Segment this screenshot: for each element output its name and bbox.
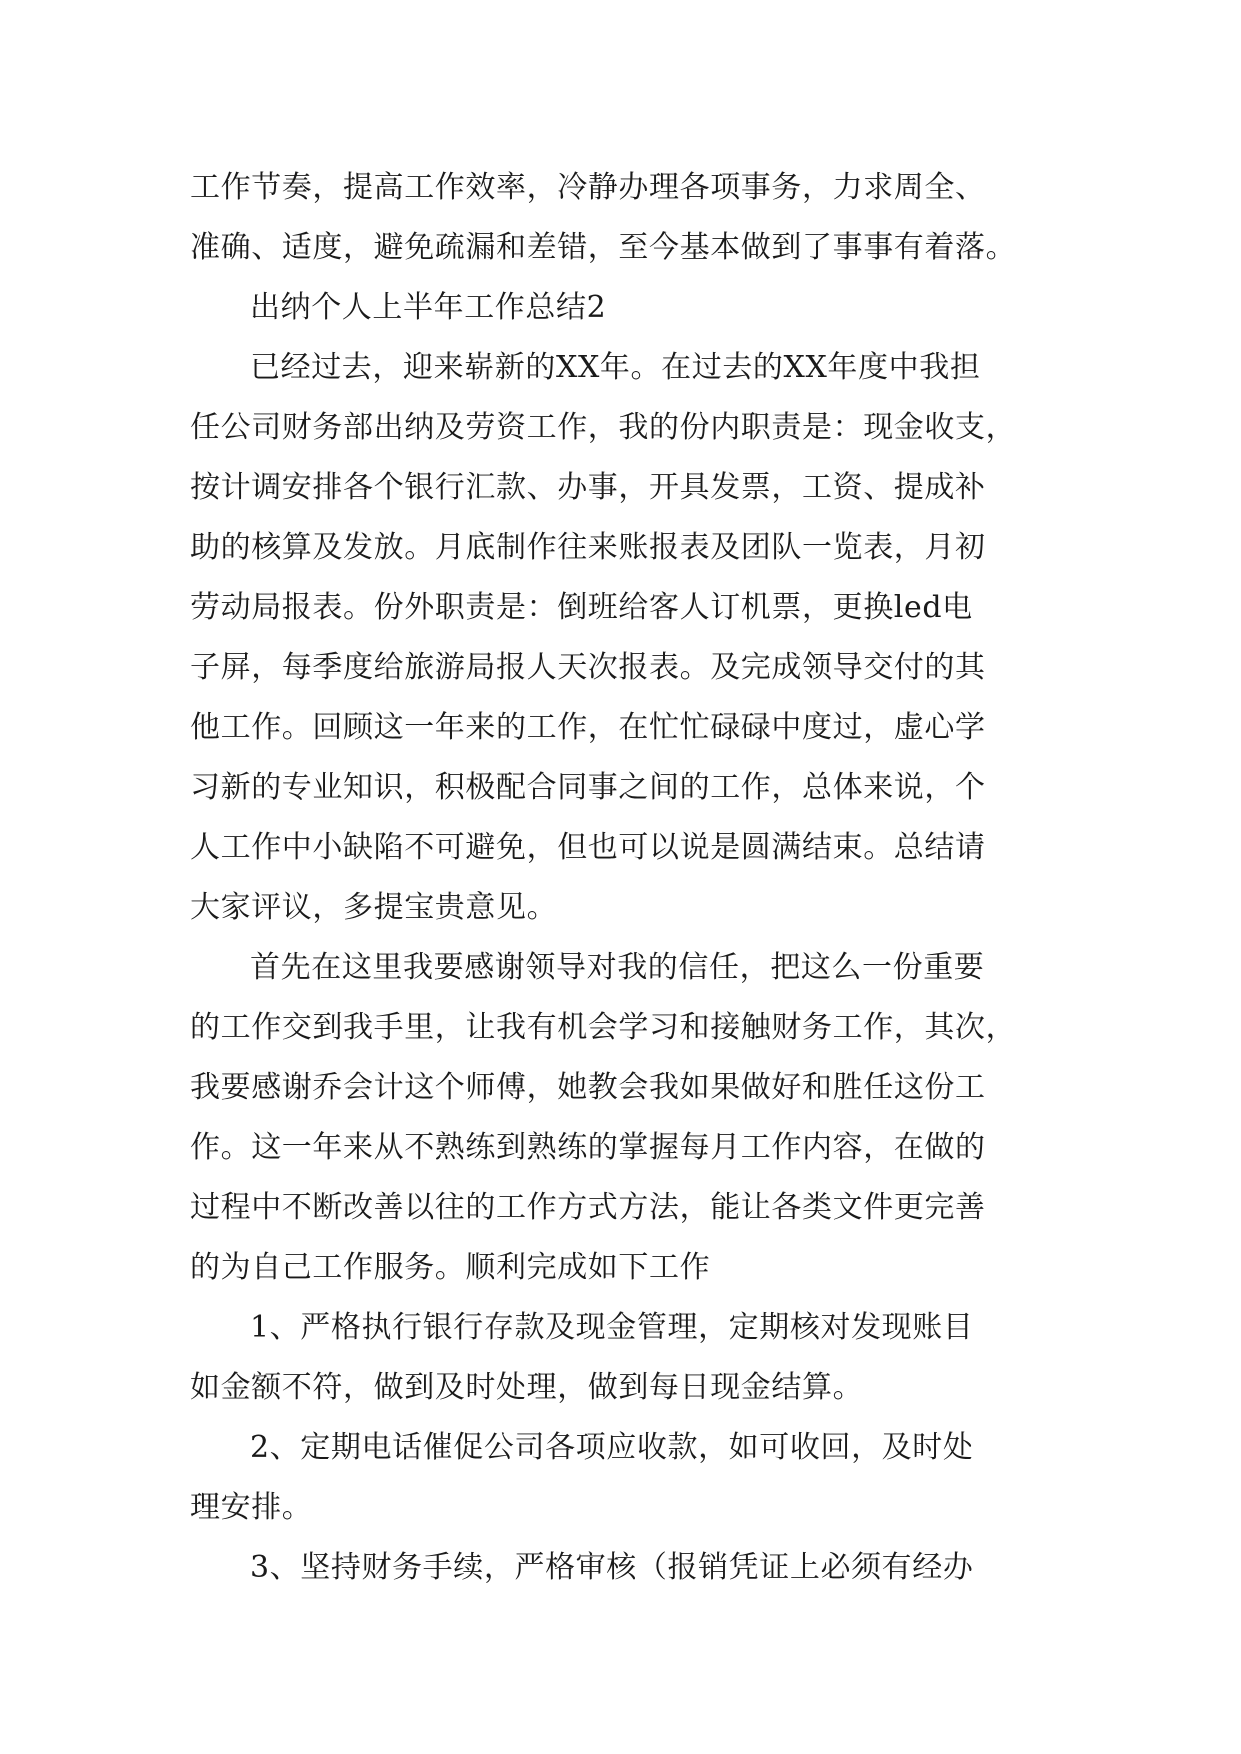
- text-line: 工作节奏，提高工作效率，冷静办理各项事务，力求周全、: [190, 170, 986, 205]
- text-line: 理安排。: [190, 1490, 313, 1525]
- text-line: 子屏，每季度给旅游局报人天次报表。及完成领导交付的其: [190, 650, 986, 685]
- text-line: 已经过去，迎来崭新的XX年。在过去的XX年度中我担: [250, 350, 981, 385]
- text-line: 出纳个人上半年工作总结2: [250, 290, 607, 325]
- text-line: 大家评议，多提宝贵意见。: [190, 890, 558, 925]
- text-line: 按计调安排各个银行汇款、办事，开具发票，工资、提成补: [190, 470, 986, 505]
- text-line: 我要感谢乔会计这个师傅，她教会我如果做好和胜任这份工: [190, 1070, 986, 1105]
- text-line: 2、定期电话催促公司各项应收款，如可收回，及时处: [250, 1430, 974, 1465]
- text-line: 他工作。回顾这一年来的工作，在忙忙碌碌中度过，虚心学: [190, 710, 986, 745]
- text-line: 作。这一年来从不熟练到熟练的掌握每月工作内容，在做的: [190, 1130, 986, 1165]
- text-line: 如金额不符，做到及时处理，做到每日现金结算。: [190, 1370, 864, 1405]
- text-line: 过程中不断改善以往的工作方式方法，能让各类文件更完善: [190, 1190, 986, 1225]
- text-line: 准确、适度，避免疏漏和差错，至今基本做到了事事有着落。: [190, 230, 1017, 265]
- text-line: 1、严格执行银行存款及现金管理，定期核对发现账目: [250, 1310, 974, 1345]
- text-line: 首先在这里我要感谢领导对我的信任，把这么一份重要: [250, 950, 985, 985]
- text-line: 的工作交到我手里，让我有机会学习和接触财务工作，其次，: [190, 1010, 1017, 1045]
- text-line: 3、坚持财务手续，严格审核（报销凭证上必须有经办: [250, 1550, 974, 1585]
- text-line: 任公司财务部出纳及劳资工作，我的份内职责是：现金收支，: [190, 410, 1017, 445]
- body-text: [190, 158, 1070, 1598]
- text-line: 劳动局报表。份外职责是：倒班给客人订机票，更换led电: [190, 590, 973, 625]
- text-line: 助的核算及发放。月底制作往来账报表及团队一览表，月初: [190, 530, 986, 565]
- text-line: 习新的专业知识，积极配合同事之间的工作，总体来说，个: [190, 770, 986, 805]
- text-line: 的为自己工作服务。顺利完成如下工作: [190, 1250, 711, 1285]
- text-line: 人工作中小缺陷不可避免，但也可以说是圆满结束。总结请: [190, 830, 986, 865]
